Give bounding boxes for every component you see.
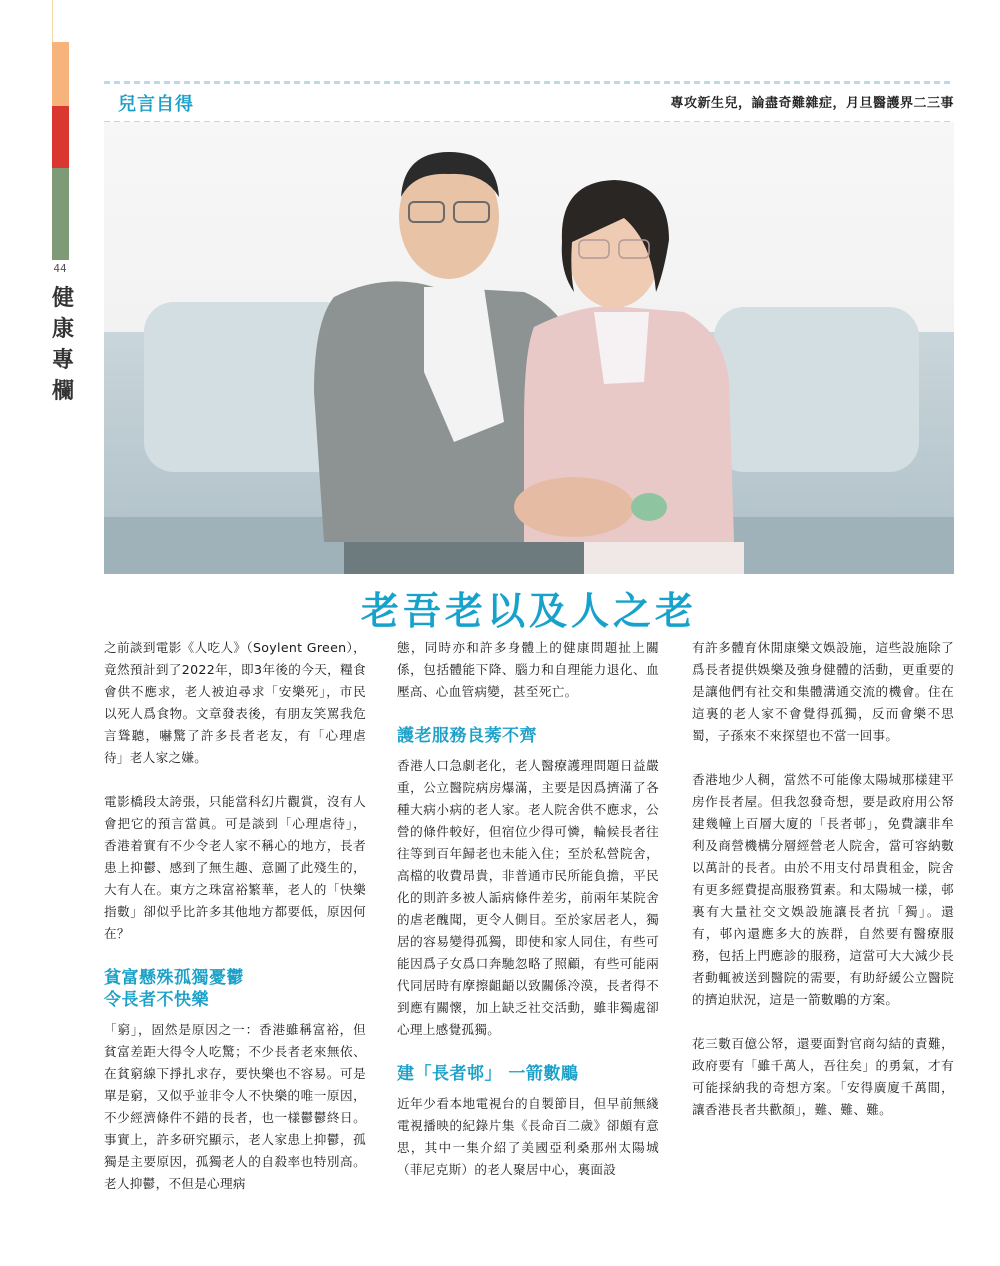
subheading-line-1: 貧富懸殊孤獨憂鬱 [104,968,244,988]
article-photo [104,122,954,574]
paragraph: 近年少看本地電視台的自製節目，但早前無綫電視播映的紀錄片集《長命百二歲》卻頗有意思，其中一集介紹了美國亞利桑那州太陽城（菲尼克斯）的老人聚居中心，裏面設 [397,1096,659,1177]
article-column-3 [692,637,954,1143]
header-divider-top [104,81,954,84]
page-number: 44 [53,262,67,275]
paragraph: 有許多體育休閒康樂文娛設施，這些設施除了爲長者提供娛樂及強身健體的活動，更重要的是讓他們有社交和集體溝通交流的機會。住在這裏的老人家不會覺得孤獨，反而會樂不思蜀，子孫來不來探望也不當一回事。 [692,640,954,743]
section-tab-red [52,106,69,168]
paragraph: 香港人口急劇老化，老人醫療護理問題日益嚴重，公立醫院病房爆滿，主要是因爲擠滿了各種大病小病的老人家。老人院舍供不應求，公營的條件較好，但宿位少得可憐，輪候長者往往等到百年歸老也未能入住；至於私營院舍，高檔的收費昂貴，非普通市民所能負擔，平民化的則許多被人詬病條件差劣，前兩年某院舍的虐老醜聞，更令人側目。至於家居老人，獨居的容易變得孤獨，即使和家人同住，有些可能因爲子女爲口奔馳忽略了照顧，有些可能兩代同居時有摩擦齟齬以致關係冷漠，長者得不到應有關懷，加上缺乏社交活動，雖非獨處卻心理上感覺孤獨。 [397,758,659,1037]
paragraph: 花三數百億公帑，還要面對官商勾結的責難，政府要有「雖千萬人，吾往矣」的勇氣，才有可能採納我的奇想方案。「安得廣廈千萬間，讓香港長者共歡顏」，難、難、難。 [692,1036,954,1117]
paragraph: 電影橋段太誇張，只能當科幻片觀賞，沒有人會把它的預言當眞。可是談到「心理虐待」，香港着實有不少令老人家不稱心的地方，長者患上抑鬱、感到了無生趣、意圖了此殘生的，大有人在。東方之珠富裕繁華，老人的「快樂指數」卻似乎比許多其他地方都要低，原因何在？ [104,794,366,941]
section-tab-cream [52,0,70,42]
paragraph: 之前談到電影《人吃人》（Soylent Green），竟然預計到了2022年，即3年後的今天，糧食會供不應求，老人被迫尋求「安樂死」，市民以死人爲食物。文章發表後，有朋友笑罵我危言聳聽，嚇驚了許多長者老友，有「心理虐待」老人家之嫌。 [104,640,366,765]
subheading [104,967,366,1011]
paragraph: 「窮」，固然是原因之一：香港雖稱富裕，但貧富差距大得令人吃驚；不少長者老來無依、在貧窮線下掙扎求存，要快樂也不容易。可是單是窮，又似乎並非令人不快樂的唯一原因，不少經濟條件不錯的長者，也一樣鬱鬱終日。事實上，許多研究顯示，老人家患上抑鬱，孤獨是主要原因，孤獨老人的自殺率也特別高。老人抑鬱，不但是心理病 [104,1022,366,1191]
article-column-1 [104,637,366,1217]
section-title: 健康專欄 [52,285,75,404]
subheading: 建「長者邨」 一箭數鵰 [397,1064,579,1084]
paragraph: 香港地少人稠，當然不可能像太陽城那樣建平房作長者屋。但我忽發奇想，要是政府用公帑建幾幢上百層大廈的「長者邨」，免費讓非牟利及商營機構分層經營老人院舍，當可容納數以萬計的長者。由於不用支付昂貴租金，院舍有更多經費提高服務質素。和太陽城一樣，邨裏有大量社交文娛設施讓長者抗「獨」。還有，邨內還應多大的族群，自然要有醫療服務，包括上門應診的服務，這當可大大減少長者動輒被送到醫院的需要，有助紓緩公立醫院的擠迫狀況，這是一箭數鵰的方案。 [692,772,954,1007]
section-tab-orange [52,42,69,106]
column-name: 兒言自得 [118,94,194,115]
article-title: 老吾老以及人之老 [360,588,697,633]
article-column-2 [397,637,659,1203]
column-headline: 專攻新生兒，論盡奇難雜症，月旦醫護界二三事 [670,96,954,111]
paragraph: 態，同時亦和許多身體上的健康問題扯上關係，包括體能下降、腦力和自理能力退化、血壓高、心血管病變，甚至死亡。 [397,640,659,699]
elderly-couple-illustration [104,122,954,574]
section-tab-green [52,168,69,260]
subheading: 護老服務良莠不齊 [397,726,537,746]
subheading-line-2: 令長者不快樂 [104,990,209,1010]
